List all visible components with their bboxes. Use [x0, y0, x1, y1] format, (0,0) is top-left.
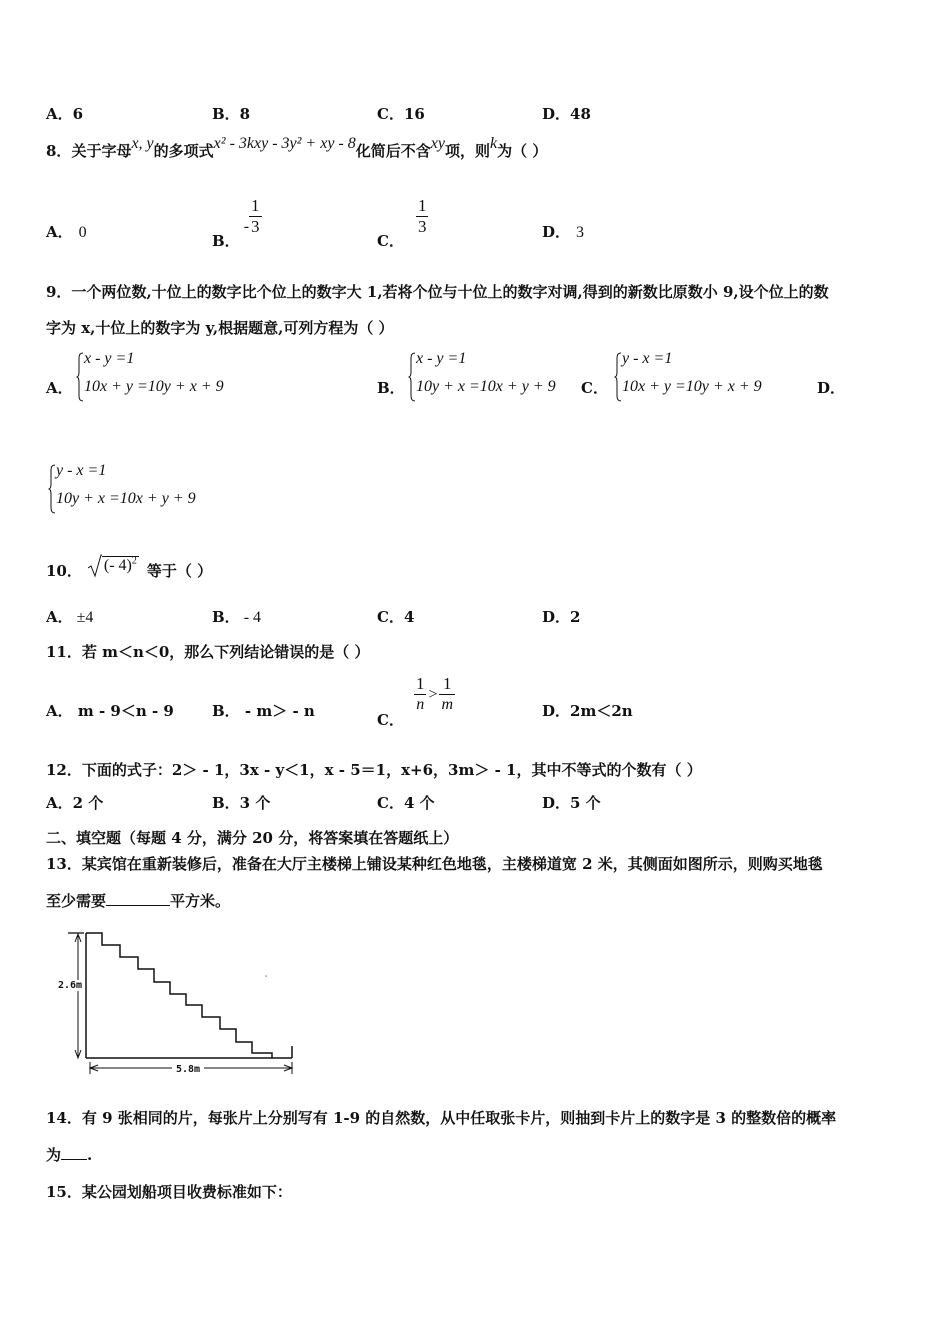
q10-a-value: ±4: [76, 609, 94, 626]
q7-option-d: D．48: [542, 105, 591, 123]
staircase-figure: [56, 928, 300, 1080]
q9-a-eq2: 10x + y =10y + x + 9: [84, 378, 224, 395]
brace-icon: [408, 352, 416, 402]
q15-stem: 15．某公园划船项目收费标准如下：: [46, 1183, 292, 1201]
q13-text-a: 至少需要: [46, 892, 107, 910]
q9-c-eq1: y - x =1: [622, 350, 673, 367]
q7-option-a: A．6: [46, 105, 84, 123]
q13-stem-line1: 13．某宾馆在重新装修后，准备在大厅主楼梯上铺设某种红色地毯，主楼梯道宽 2 米，其侧面如图所示，则购买地毯: [46, 855, 823, 873]
q9-c-eq2: 10x + y =10y + x + 9: [622, 378, 762, 395]
q8-b-num: 1: [251, 196, 260, 215]
q10-option-a: [46, 606, 93, 627]
q8-a-label: A．: [46, 223, 73, 241]
q9-d-eq1: y - x =1: [56, 462, 107, 479]
q14-answer-blank: [61, 1159, 87, 1160]
q7-option-b: B．8: [212, 105, 251, 123]
q11-option-b: B． - m＞ - n: [212, 702, 315, 720]
q10-option-d: D．2: [542, 608, 581, 626]
q8-b-label: B．: [212, 231, 240, 250]
q9-c-label: C．: [581, 379, 608, 397]
q10-b-label: B．: [212, 608, 240, 626]
q11-c-num2: 1: [439, 674, 455, 695]
q8-option-d: [542, 221, 584, 242]
q12-option-d: D．5 个: [542, 794, 601, 812]
q8-option-a: [46, 221, 87, 242]
q9-b-eq1: x - y =1: [416, 350, 467, 367]
q12-option-a: A．2 个: [46, 794, 104, 812]
q12-stem: 12．下面的式子：2＞ - 1，3x - y＜1，x - 5＝1，x+6，3m＞ - 1，其中不等式的个数有（ ）: [46, 761, 702, 779]
staircase-diagram: [56, 928, 300, 1080]
q8-k: k: [490, 135, 498, 152]
q8-b-den: 3: [251, 217, 260, 236]
q8-text2: 的多项式: [153, 142, 214, 160]
q10-option-c: C．4: [377, 608, 415, 626]
q11-c-frac1: [414, 674, 427, 715]
q10-radicand: (- 4): [103, 557, 132, 574]
q10-sqrt: [88, 554, 139, 578]
q7-option-c: C．16: [377, 105, 425, 123]
q8-option-b: [212, 196, 262, 250]
q9-a-label: A．: [46, 379, 73, 397]
q13-stem-line2: [46, 890, 230, 911]
brace-icon: [614, 352, 622, 402]
q14-stem-line1: 14．有 9 张相同的片，每张片上分别写有 1-9 的自然数，从中任取张卡片，则抽到卡片上的数字是 3 的整数倍的概率: [46, 1109, 837, 1127]
q11-c-num1: 1: [415, 674, 425, 693]
q9-stem-line2: 字为 x,十位上的数字为 y,根据题意,可列方程为（ ）: [46, 319, 394, 337]
brace-icon: [48, 464, 56, 514]
q8-d-value: 3: [576, 224, 585, 241]
q8-stem: [46, 135, 548, 161]
q11-c-gt: >: [428, 685, 438, 703]
q11-c-den2: m: [441, 696, 454, 713]
q8-option-c: [377, 196, 428, 250]
q8-b-fraction: [249, 196, 262, 237]
q14-text-a: 为: [46, 1146, 62, 1164]
q9-b-label: B．: [377, 379, 405, 397]
q8-c-num: 1: [417, 196, 427, 215]
q11-option-c: [377, 674, 455, 729]
q11-option-a: A． m - 9＜n - 9: [46, 702, 174, 720]
q8-number: 8．: [46, 142, 72, 160]
q8-vars: x, y: [131, 135, 154, 152]
q14-text-b: .: [87, 1146, 93, 1164]
q10-b-value: - 4: [243, 609, 262, 626]
q9-b-eq2: 10y + x =10x + y + 9: [416, 378, 556, 395]
q11-c-label: C．: [377, 710, 404, 729]
q10-number: 10．: [46, 562, 82, 580]
q8-d-label: D．: [542, 223, 571, 241]
q8-c-fraction: [416, 196, 429, 237]
q8-text3: 化简后不含: [355, 142, 431, 160]
q8-polynomial: x² - 3kxy - 3y² + xy - 8: [213, 135, 356, 152]
q13-answer-blank: [106, 905, 170, 906]
q8-xy: xy: [430, 135, 445, 152]
q8-text1: 关于字母: [71, 142, 132, 160]
q11-c-den1: n: [416, 696, 425, 713]
q8-c-label: C．: [377, 231, 404, 250]
q11-stem: 11．若 m＜n＜0，那么下列结论错误的是（ ）: [46, 643, 370, 661]
q10-exponent: 2: [131, 555, 137, 567]
q8-a-value: 0: [78, 224, 87, 241]
q13-text-b: 平方米。: [170, 892, 231, 910]
q9-stem-line1: 9．一个两位数,十位上的数字比个位上的数字大 1,若将个位与十位上的数字对调,得到的新数比原数小 9,设个位上的数: [46, 283, 829, 301]
figure-width-label: 5.8m: [172, 1064, 204, 1075]
q10-stem: [46, 555, 213, 584]
q9-d-label: D．: [817, 379, 846, 397]
figure-height-label: 2.6m: [58, 980, 83, 991]
q14-stem-line2: [46, 1144, 92, 1165]
q10-a-label: A．: [46, 608, 73, 626]
q9-a-eq1: x - y =1: [84, 350, 135, 367]
q11-option-d: D．2m＜2n: [542, 702, 633, 720]
radical-icon: [88, 554, 102, 578]
q10-text: 等于（ ）: [146, 562, 213, 580]
brace-icon: [76, 352, 84, 402]
q11-c-frac2: [439, 674, 455, 715]
q12-option-c: C．4 个: [377, 794, 435, 812]
q8-text4: 项，则: [444, 142, 490, 160]
q9-d-eq2: 10y + x =10x + y + 9: [56, 490, 196, 507]
q8-b-sign: -: [243, 217, 250, 235]
q8-c-den: 3: [417, 217, 427, 236]
q10-option-b: [212, 606, 261, 627]
q12-option-b: B．3 个: [212, 794, 271, 812]
q8-text5: 为（ ）: [497, 142, 548, 160]
section-2-heading: 二、填空题（每题 4 分，满分 20 分，将答案填在答题纸上）: [46, 829, 459, 847]
